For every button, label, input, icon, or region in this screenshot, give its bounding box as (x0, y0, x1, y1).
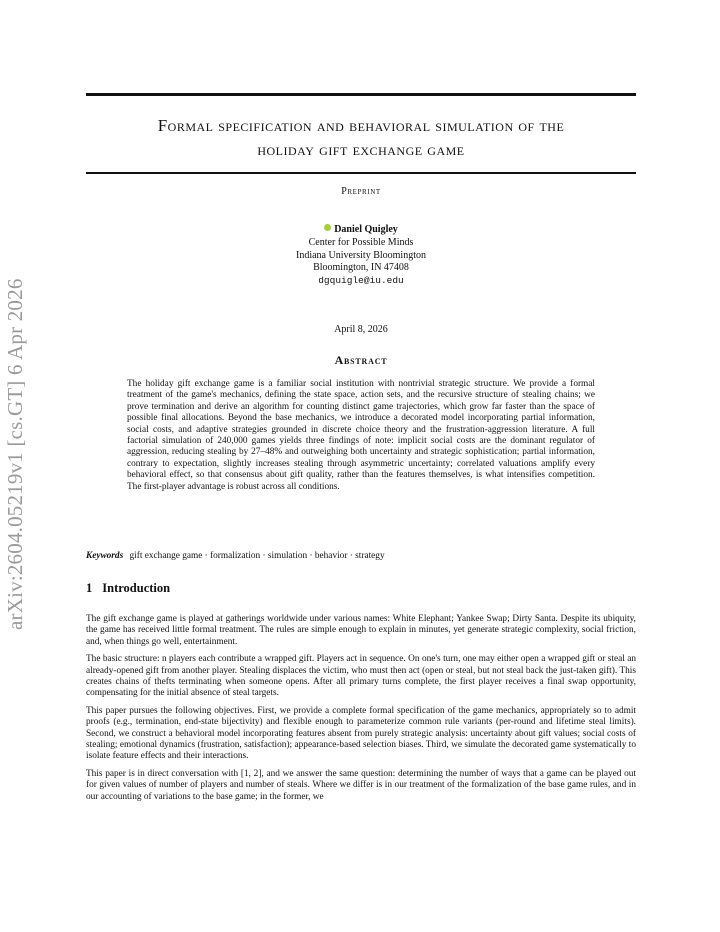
preprint-label: Preprint (341, 186, 381, 197)
orcid-icon[interactable] (324, 224, 331, 231)
author-name-line (86, 224, 636, 237)
author-name: Daniel Quigley (334, 224, 398, 235)
abstract-text: The holiday gift exchange game is a familiar social institution with nontrivial strategic structure. We provide a formal treatment of the game's mechanics, defining the state space, action sets, and the recursive structure of stealing chains; we prove termination and derive an algorithm for counting distinct game trajectories, which grow far faster than the space of possible final allocations. Beyond the base mechanics, we introduce a decorated model incorporating partial information, social costs, and adaptive strategies grounded in discrete choice theory and the frustration-aggression literature. A full factorial simulation of 240,000 games yields three findings of note: implicit social costs are the dominant regulator of aggression, reducing stealing by 27–48% and outweighing both uncertainty and strategic sophistication; partial information, contrary to expectation, slightly increases stealing through asymmetric uncertainty; correlated valuations amplify every behavioral effect, so that consensus about gift quality, rather than the features themselves, is what intensifies competition. The first-player advantage is robust across all conditions. (127, 379, 595, 492)
author-email[interactable]: dgquigle@iu.edu (318, 275, 404, 287)
section-title: Introduction (102, 581, 171, 595)
title-line-1: Formal specification and behavioral simulation of the (157, 116, 565, 135)
keywords-line (86, 551, 636, 561)
paragraph: This paper is in direct conversation with [1, 2], and we answer the same question: determining the number of ways that a game can be played out for given values of number of players and number of steals. Where we differ is in our treatment of the formalization of the base game rules, and in our accounting of variations to the base game; in the former, we (86, 768, 636, 802)
abstract-heading: Abstract (334, 353, 388, 367)
keywords-label: Keywords (86, 551, 124, 561)
title-rule-bottom (86, 172, 636, 174)
paper-title (86, 114, 636, 162)
title-line-2: holiday gift exchange game (257, 140, 465, 159)
introduction-body (86, 614, 636, 809)
author-affiliation-1: Center for Possible Minds (308, 236, 414, 248)
paper-date: April 8, 2026 (334, 324, 388, 335)
author-address: Bloomington, IN 47408 (313, 262, 409, 274)
paragraph: The basic structure: n players each contribute a wrapped gift. Players act in sequence. On one's turn, one may either open a wrapped gift or steal an already-opened gift from another player. Stealing displaces the victim, who must then act (open or steal, but not steal back the just-taken gift). This creates chains of thefts terminating when someone opens. After all primary turns complete, the first player receives a final swap opportunity, compensating for the initial absence of steal targets. (86, 654, 636, 699)
keywords-list: gift exchange game · formalization · simulation · behavior · strategy (129, 551, 385, 561)
title-rule-top (86, 93, 636, 96)
author-affiliation-2: Indiana University Bloomington (296, 249, 426, 261)
paragraph: The gift exchange game is played at gatherings worldwide under various names: White Elephant; Yankee Swap; Dirty Santa. Despite its ubiquity, the game has received little formal treatment. The rules are simple enough to explain in minutes, yet generate strategic complexity, social friction, and, when things go well, entertainment. (86, 614, 636, 647)
arxiv-identifier: arXiv:2604.05219v1 [cs.GT] 6 Apr 2026 (3, 278, 27, 630)
section-number: 1 (86, 581, 93, 595)
author-block (86, 224, 636, 288)
paragraph: This paper pursues the following objectives. First, we provide a complete formal specification of the game mechanics, appropriately so to admit proofs (e.g., termination, end-state bijectivity) and flexible enough to parameterize common rule variants (per-round and lifetime steal limits). Second, we construct a behavioral model incorporating features absent from purely strategic analysis: uncertainty about gift values; social costs of stealing; emotional dynamics (frustration, satisfaction); appearance-based selection biases. Third, we simulate the decorated game systematically to isolate feature effects and their interactions. (86, 705, 636, 762)
section-heading-introduction (86, 581, 170, 596)
